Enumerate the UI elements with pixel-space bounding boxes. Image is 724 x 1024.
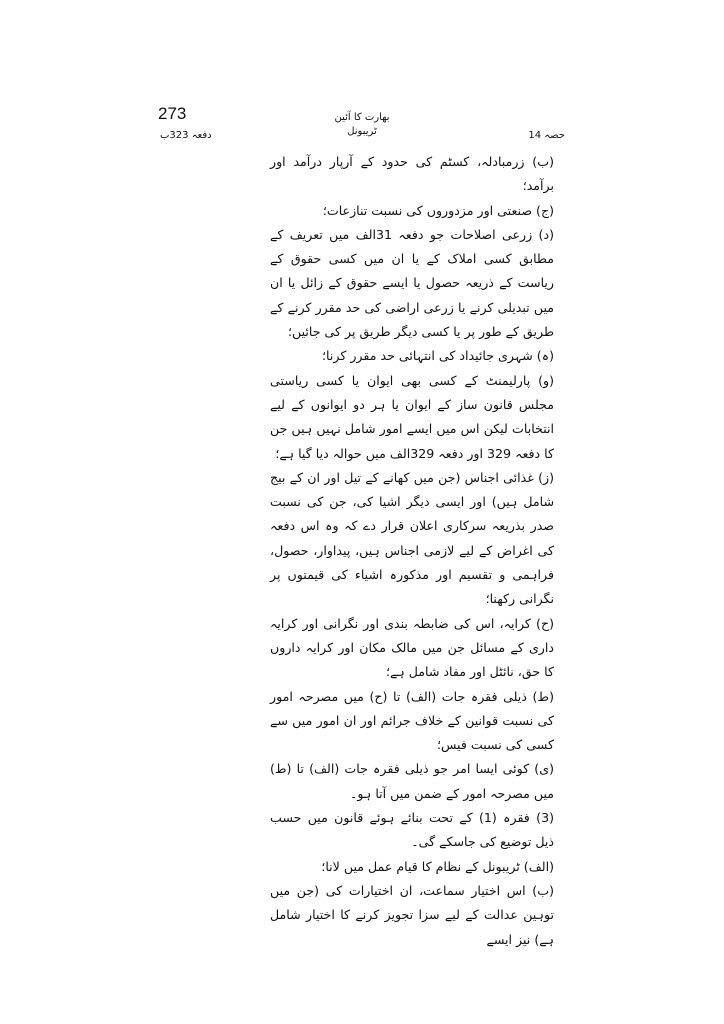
chapter-title: ٹریبونل (347, 126, 377, 137)
paragraph-alif: (الف) ٹریبونل کے نظام کا قیام عمل میں لانا؛ (321, 858, 554, 874)
part-reference: حصہ 14 (528, 130, 565, 141)
paragraph-z: (ز) غذائی اجناس (جن میں کھانے کے تیل اور ان کے بیج شامل ہیں) اور ایسی دیگر اشیا کی، جن کی نسبت صدر بذریعہ سرکاری اعلان قرار دے کہ وہ اس دفعہ کی اغراض کے لیے لازمی اجناس ہیں، پیداوار، حصول، فراہمی و تقسیم اور مذکورہ اشیاء کی قیمتوں پر نگرانی رکھنا؛ (270, 469, 554, 607)
paragraph-w: (و) پارلیمنٹ کے کسی بھی ایوان یا کسی ریاستی مجلس قانون ساز کے ایوان یا ہر دو ایوانوں کے لیے انتخابات لیکن اس میں ایسے امور شامل نہیں ہیں جن کا دفعہ 329 اور دفعہ 329الف میں حوالہ دیا گیا ہے؛ (270, 372, 554, 461)
page-header (0, 0, 724, 150)
page-number: 273 (158, 104, 187, 123)
paragraph-c: (ج) صنعتی اور مزدوروں کی نسبت تنازعات؛ (322, 202, 554, 218)
body-text (270, 150, 574, 952)
paragraph-ha: (ح) کرایہ، اس کی ضابطہ بندی اور نگرانی اور کرایہ داری کے مسائل جن میں مالک مکان اور کرایہ داروں کا حق، نائٹل اور مفاد شامل ہے؛ (270, 615, 554, 680)
section-reference: دفعہ 323ب (160, 130, 212, 141)
book-title: بھارت کا آئین (334, 112, 390, 123)
paragraph-ye: (ی) کوئی ایسا امر جو ذیلی فقرہ جات (الف) تا (ط) میں مصرحہ امور کے ضمن میں آتا ہو۔ (270, 761, 554, 801)
paragraph-bay: (ب) اس اختیار سماعت، ان اختیارات کی (جن میں توہین عدالت کے لیے سزا تجویز کرنے کا اختیار شامل ہے) نیز ایسے (270, 882, 554, 947)
paragraph-toe: (ط) ذیلی فقرہ جات (الف) تا (ح) میں مصرحہ امور کی نسبت قوانین کے خلاف جرائم اور ان امور میں سے کسی کی نسبت فیس؛ (270, 688, 554, 753)
paragraph-d: (د) زرعی اصلاحات جو دفعہ 31الف میں تعریف کے مطابق کسی املاک کے یا ان میں کسی حقوق کے ریاست کے ذریعہ حصول یا ایسے حقوق کے زائل یا ان میں تبدیلی کرنے یا زرعی اراضی کی حد مقرر کرنے کے طریق کے طور پر یا کسی دیگر طریق پر کی جائیں؛ (270, 226, 554, 340)
paragraph-h: (ہ) شہری جائیداد کی انتہائی حد مقرر کرنا؛ (322, 348, 554, 364)
paragraph-clause-3: (3) فقرہ (1) کے تحت بنائے ہوئے قانون میں حسب ذیل توضیع کی جاسکے گی۔ (270, 810, 554, 850)
paragraph-b: (ب) زرمبادلہ، کسٹم کی حدود کے آرپار درآمد اور برآمد؛ (270, 154, 554, 194)
